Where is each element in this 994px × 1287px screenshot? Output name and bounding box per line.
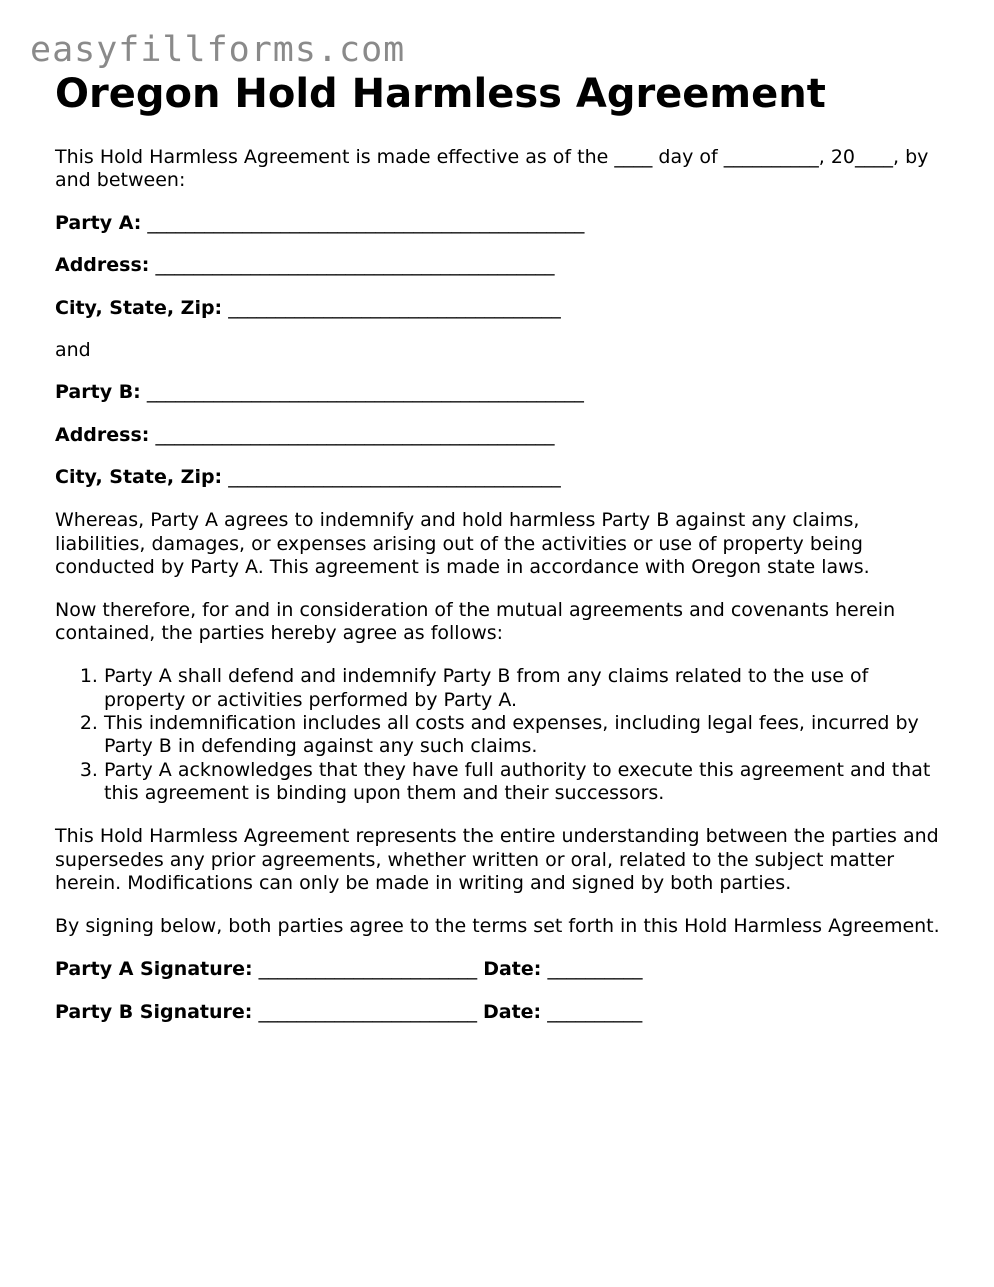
party-b-name-label: Party B:	[55, 381, 141, 404]
list-item: 2. This indemnification includes all costs and expenses, including legal fees, incurred by Party B in defending against any such claims.	[104, 712, 945, 759]
party-b-name-field	[55, 381, 945, 404]
party-b-date-label: Date:	[483, 1000, 542, 1023]
party-a-name-blank[interactable]: ______________________________________________	[147, 211, 585, 234]
party-a-date-blank[interactable]: __________	[547, 957, 643, 980]
party-a-name-field	[55, 212, 945, 235]
party-a-date-label: Date:	[483, 957, 542, 980]
party-b-date-blank[interactable]: __________	[547, 1000, 643, 1023]
watermark: easyfillforms.com	[30, 30, 406, 70]
intro-paragraph: This Hold Harmless Agreement is made effective as of the ____ day of __________, 20____, by and between:	[55, 146, 929, 192]
document-title: Oregon Hold Harmless Agreement	[55, 71, 826, 117]
party-a-signature-line	[55, 958, 945, 981]
party-b-name-blank[interactable]: ______________________________________________	[146, 381, 584, 404]
document-page	[55, 70, 945, 1024]
party-b-city-blank[interactable]: ___________________________________	[228, 466, 561, 489]
party-b-signature-line	[55, 1001, 945, 1024]
party-a-address-blank[interactable]: __________________________________________	[155, 254, 555, 277]
and-text: and	[55, 339, 91, 362]
closing-paragraph: By signing below, both parties agree to the terms set forth in this Hold Harmless Agreement.	[55, 914, 940, 937]
party-a-address-label: Address:	[55, 254, 150, 277]
party-b-address-blank[interactable]: __________________________________________	[155, 423, 555, 446]
now-therefore-paragraph: Now therefore, for and in consideration of the mutual agreements and covenants herein contained, the parties hereby agree as follows:	[55, 598, 896, 645]
party-b-address-label: Address:	[55, 423, 150, 446]
whereas-paragraph: Whereas, Party A agrees to indemnify and hold harmless Party B against any claims, liabilities, damages, or expenses arising out of the activities or use of property being conducted by Party A. This agreement is made in accordance with Oregon state laws.	[55, 509, 870, 578]
party-a-city-blank[interactable]: ___________________________________	[228, 296, 561, 319]
party-a-signature-label: Party A Signature:	[55, 957, 253, 980]
party-b-city-field	[55, 466, 945, 489]
party-a-signature-blank[interactable]: _______________________	[258, 957, 478, 980]
party-b-city-label: City, State, Zip:	[55, 466, 223, 489]
party-a-address-field	[55, 254, 945, 277]
list-item: 3. Party A acknowledges that they have full authority to execute this agreement and that this agreement is binding upon them and their successors.	[104, 759, 945, 806]
party-a-city-field	[55, 297, 945, 320]
party-b-signature-label: Party B Signature:	[55, 1000, 253, 1023]
party-a-name-label: Party A:	[55, 211, 142, 234]
entire-agreement-paragraph: This Hold Harmless Agreement represents the entire understanding between the parties and supersedes any prior agreements, whether written or oral, related to the subject matter herein. Modifications can only be made in writing and signed by both parties.	[55, 825, 939, 894]
party-b-address-field	[55, 424, 945, 447]
party-b-signature-blank[interactable]: _______________________	[258, 1000, 477, 1023]
list-item: 1. Party A shall defend and indemnify Party B from any claims related to the use of property or activities performed by Party A.	[104, 665, 945, 712]
party-a-city-label: City, State, Zip:	[55, 296, 223, 319]
terms-list	[55, 665, 945, 805]
